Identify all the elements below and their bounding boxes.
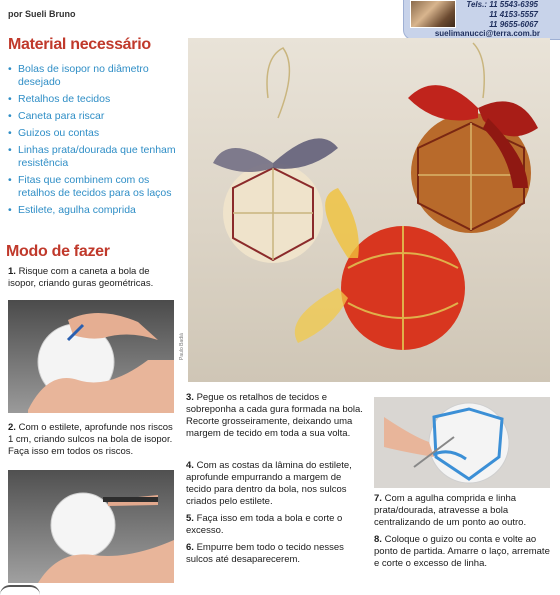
- email-link[interactable]: suelimanucci@terra.com.br: [434, 29, 540, 38]
- needle-ball-illustration: [374, 397, 550, 488]
- phone-line-3: 11 9655-6067: [489, 20, 538, 29]
- material-item: • Guizos ou contas: [8, 127, 186, 140]
- author-byline: por Sueli Bruno: [8, 9, 76, 19]
- material-heading: Material necessário: [8, 36, 151, 53]
- material-item: • Caneta para riscar: [8, 110, 186, 123]
- material-list: [8, 63, 186, 221]
- step-2: [8, 422, 180, 458]
- phone-line-2: 11 4153-5557: [489, 10, 538, 19]
- step-text: Empurre bem todo o tecido nesses sulcos até desaparecerem.: [186, 542, 344, 565]
- step-text: Risque com a caneta a bola de isopor, criando guras geométricas.: [8, 266, 154, 289]
- step-number: 5.: [186, 513, 194, 524]
- step-1-photo: [8, 300, 174, 413]
- ornaments-photo: [188, 38, 550, 382]
- step-text: Com a agulha comprida e linha prata/dourada, atravesse a bola centralizando de um ponto ao outro.: [374, 493, 527, 528]
- step-text: Pegue os retalhos de tecidos e sobreponha a cada gura formada na bola. Recorte grosseiramente, deixando uma margem de tecido em toda a sua volta.: [186, 392, 363, 439]
- step-text: Com o estilete, aprofunde nos riscos 1 cm, criando sulcos na bola de isopor. Faça isso em todos os riscos.: [8, 422, 173, 457]
- cutting-ball-illustration: [8, 470, 174, 583]
- material-item: • Retalhos de tecidos: [8, 93, 186, 106]
- modo-heading: Modo de fazer: [6, 243, 110, 260]
- step-text: Com as costas da lâmina do estilete, aprofunde empurrando a margem de tecido para dentro da bola, nos sulcos criados pelo estilete.: [186, 460, 352, 507]
- step-text: Faça isso em toda a bola e corte o excesso.: [186, 513, 343, 536]
- contact-box: [403, 0, 560, 40]
- step-2-photo: [8, 470, 174, 583]
- photo-credit: Paulo Badiá: [179, 333, 185, 360]
- material-item: • Bolas de isopor no diâmetro desejado: [8, 63, 186, 89]
- author-photo: [410, 0, 456, 28]
- step-5: [186, 513, 366, 537]
- page-logo: [0, 585, 40, 595]
- step-number: 1.: [8, 266, 16, 277]
- step-1: [8, 266, 180, 290]
- step-3: [186, 392, 366, 440]
- phone-line-1: Tels.: 11 5543-6395: [466, 0, 538, 9]
- step-number: 3.: [186, 392, 194, 403]
- step-8: [374, 534, 552, 570]
- phone-numbers: [466, 0, 538, 30]
- material-item: • Linhas prata/dourada que tenham resistência: [8, 144, 186, 170]
- step-text: Coloque o guizo ou conta e volte ao ponto de partida. Amarre o laço, arremate e corte o excesso de linha.: [374, 534, 550, 569]
- step-number: 6.: [186, 542, 194, 553]
- material-item: • Estilete, agulha comprida: [8, 204, 186, 217]
- step-4: [186, 460, 366, 508]
- fabric-ornaments-illustration: [188, 38, 550, 382]
- step-number: 4.: [186, 460, 194, 471]
- step-number: 8.: [374, 534, 382, 545]
- marking-ball-illustration: [8, 300, 174, 413]
- step-7-photo: [374, 397, 550, 488]
- material-item: • Fitas que combinem com os retalhos de tecidos para os laços: [8, 174, 186, 200]
- step-number: 7.: [374, 493, 382, 504]
- step-7: [374, 493, 552, 529]
- step-6: [186, 542, 366, 566]
- step-number: 2.: [8, 422, 16, 433]
